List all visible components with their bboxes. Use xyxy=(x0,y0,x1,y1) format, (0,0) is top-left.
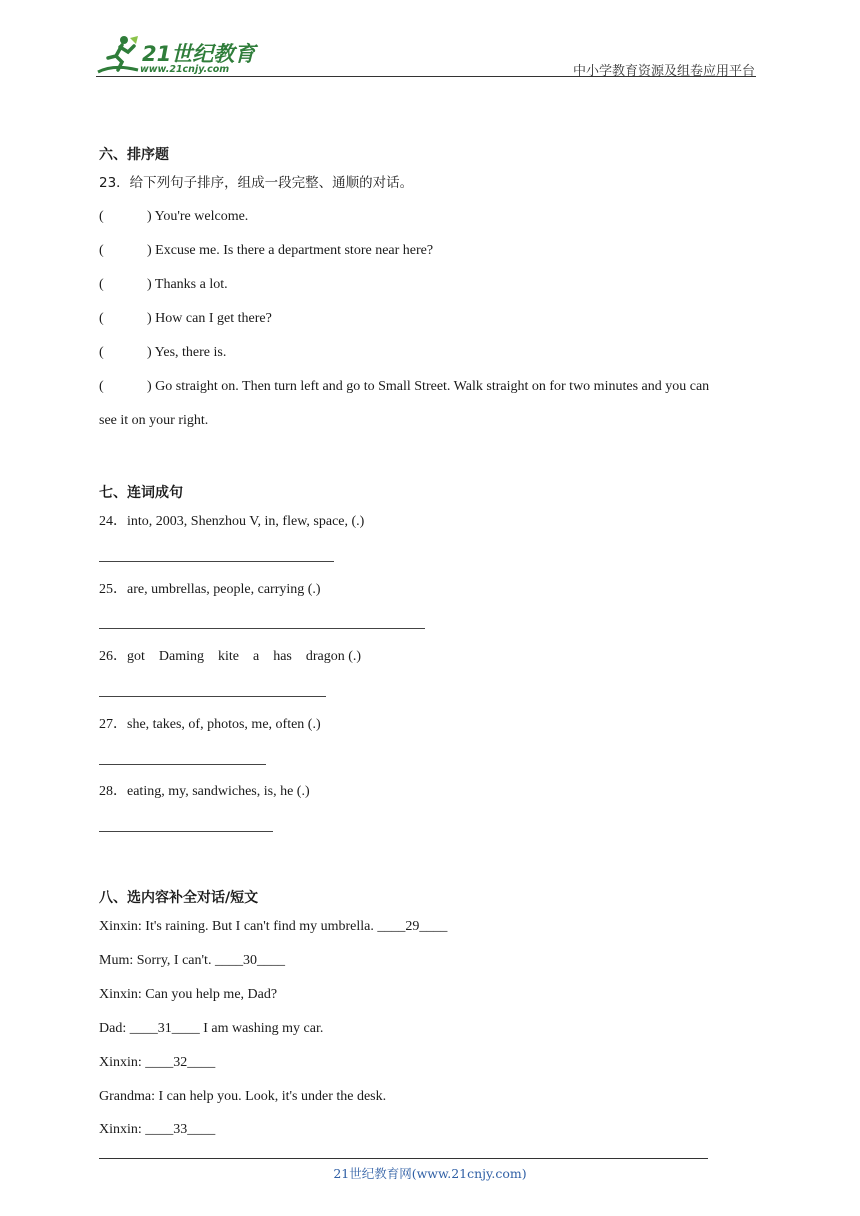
dialogue-text: I can help you. Look, it's under the desk. xyxy=(154,1089,387,1104)
answer-line[interactable] xyxy=(99,561,334,562)
blank-33[interactable]: ____33____ xyxy=(145,1122,216,1137)
page-footer[interactable]: 21世纪教育网(www.21cnjy.com) xyxy=(333,1166,527,1181)
blank-31[interactable]: ____31____ xyxy=(129,1021,200,1036)
dialogue-line xyxy=(99,1088,386,1106)
question-text: she, takes, of, photos, me, often (.) xyxy=(127,717,321,732)
dialogue-line xyxy=(99,918,447,936)
dialogue-line xyxy=(99,986,277,1004)
speaker: Xinxin: xyxy=(99,1055,142,1070)
answer-line[interactable] xyxy=(99,764,266,765)
item-text: Thanks a lot. xyxy=(151,277,228,292)
answer-line[interactable] xyxy=(99,696,326,697)
item-text: Yes, there is. xyxy=(151,345,227,360)
section-6-heading: 六、排序题 xyxy=(99,147,169,163)
answer-line[interactable] xyxy=(99,628,425,629)
close-paren: ) xyxy=(147,209,152,224)
dialogue-text: I am washing my car. xyxy=(199,1021,324,1036)
question-number: 25． xyxy=(99,582,127,597)
dialogue-line xyxy=(99,1054,215,1072)
section-7-heading: 七、连词成句 xyxy=(99,485,183,501)
header-divider xyxy=(96,76,756,77)
brand-url: www.21cnjy.com xyxy=(140,64,230,75)
dialogue-line xyxy=(99,1020,323,1038)
ordering-item-continuation: see it on your right. xyxy=(99,413,209,428)
open-paren: ( xyxy=(99,209,104,224)
answer-line[interactable] xyxy=(99,831,273,832)
ordering-item xyxy=(99,208,248,226)
ordering-item xyxy=(99,310,272,328)
dialogue-text: Can you help me, Dad? xyxy=(141,987,278,1002)
blank-30[interactable]: ____30____ xyxy=(214,953,285,968)
question-text: eating, my, sandwiches, is, he (.) xyxy=(127,784,310,799)
blank-32[interactable]: ____32____ xyxy=(145,1055,216,1070)
speaker: Grandma: xyxy=(99,1089,155,1104)
dialogue-text: Sorry, I can't. xyxy=(133,953,215,968)
question-number: 26． xyxy=(99,649,127,664)
close-paren: ) xyxy=(147,243,152,258)
question-text: into, 2003, Shenzhou V, in, flew, space, (.) xyxy=(127,514,365,529)
dialogue-line xyxy=(99,1121,215,1139)
runner-logo-icon xyxy=(94,34,140,76)
question-25 xyxy=(99,581,321,599)
question-number: 24． xyxy=(99,514,127,529)
close-paren: ) xyxy=(147,277,152,292)
question-text: are, umbrellas, people, carrying (.) xyxy=(127,582,321,597)
ordering-item xyxy=(99,344,226,362)
open-paren: ( xyxy=(99,345,104,360)
dialogue-text: It's raining. But I can't find my umbrella. xyxy=(141,919,378,934)
open-paren: ( xyxy=(99,277,104,292)
question-number: 28． xyxy=(99,784,127,799)
question-24 xyxy=(99,513,364,531)
speaker: Xinxin: xyxy=(99,1122,142,1137)
item-text: How can I get there? xyxy=(151,311,272,326)
dialogue-line xyxy=(99,952,285,970)
question-text: got Daming kite a has dragon (.) xyxy=(127,649,362,664)
open-paren: ( xyxy=(99,243,104,258)
site-logo xyxy=(94,34,259,78)
close-paren: ) xyxy=(147,379,152,394)
question-26 xyxy=(99,648,361,666)
question-23-stem: 23．给下列句子排序，组成一段完整、通顺的对话。 xyxy=(99,175,414,191)
question-27 xyxy=(99,716,321,734)
item-text: Excuse me. Is there a department store near here? xyxy=(151,243,434,258)
ordering-item xyxy=(99,378,709,396)
item-text: Go straight on. Then turn left and go to Small Street. Walk straight on for two minutes and you can xyxy=(151,379,710,394)
page-header xyxy=(0,0,860,80)
open-paren: ( xyxy=(99,311,104,326)
header-tagline: 中小学教育资源及组卷应用平台 xyxy=(572,64,755,79)
speaker: Mum: xyxy=(99,953,134,968)
open-paren: ( xyxy=(99,379,104,394)
speaker: Xinxin: xyxy=(99,919,142,934)
footer-divider xyxy=(99,1158,708,1159)
close-paren: ) xyxy=(147,311,152,326)
close-paren: ) xyxy=(147,345,152,360)
speaker: Xinxin: xyxy=(99,987,142,1002)
ordering-item xyxy=(99,276,228,294)
blank-29[interactable]: ____29____ xyxy=(377,919,448,934)
question-28 xyxy=(99,783,310,801)
brand-name: 21世纪教育 xyxy=(142,42,256,66)
item-text: You're welcome. xyxy=(151,209,249,224)
section-8-heading: 八、选内容补全对话/短文 xyxy=(99,890,259,906)
question-number: 27． xyxy=(99,717,127,732)
ordering-item xyxy=(99,242,433,260)
speaker: Dad: xyxy=(99,1021,127,1036)
